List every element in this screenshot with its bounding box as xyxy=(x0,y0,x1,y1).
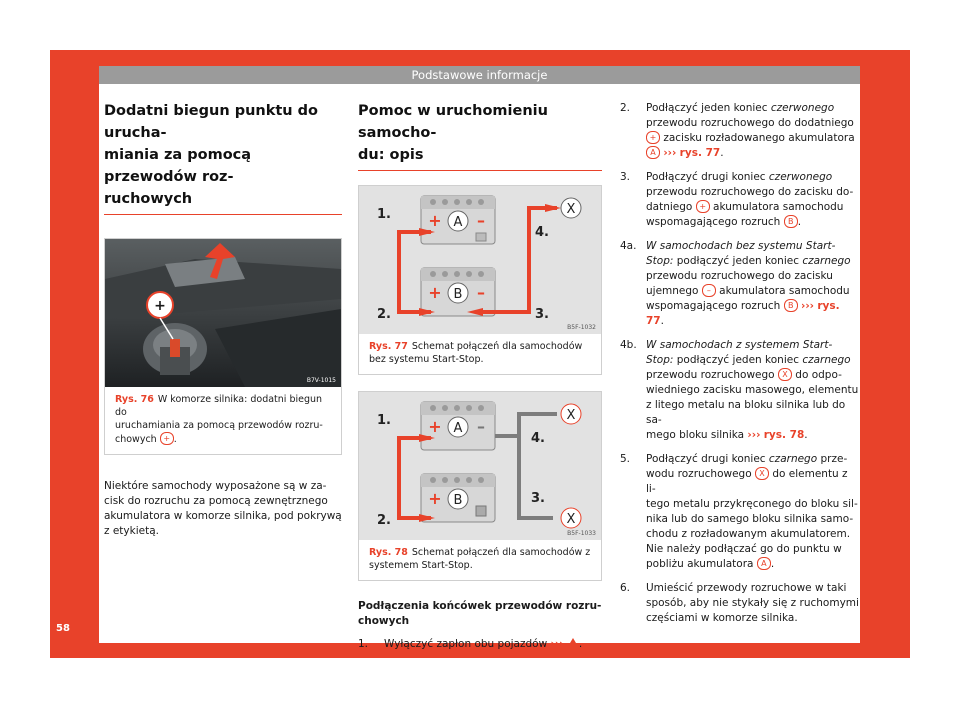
text: sposób, aby nie stykały się z ruchomymi xyxy=(646,597,859,609)
text: . xyxy=(797,216,802,228)
paragraph-line: cisk do rozruchu za pomocą zewnętrznego xyxy=(104,495,328,507)
step-text xyxy=(646,452,860,572)
text: . xyxy=(720,147,724,159)
step-label-1: 1. xyxy=(377,413,391,428)
text-italic: czarnego xyxy=(802,354,851,366)
text: mego bloku silnika xyxy=(646,429,748,441)
step-1 xyxy=(358,637,602,652)
step-text: Wyłączyć zapłon obu pojazdów ››› . xyxy=(384,638,583,650)
step-label-4: 4. xyxy=(535,225,549,240)
step-number: 2. xyxy=(620,102,631,114)
ref-arrows: ››› xyxy=(550,638,564,650)
ref-arrows: ››› xyxy=(801,300,815,312)
caption-line: Schemat połączeń dla samochodów xyxy=(411,341,583,352)
step-4a xyxy=(620,239,860,329)
figure-76 xyxy=(104,238,342,455)
text-italic: W samochodach bez systemu Start- xyxy=(646,240,836,252)
text: częściami w komorze silnika. xyxy=(646,612,798,624)
ground-x-label: X xyxy=(566,512,576,527)
ground-x-symbol: X xyxy=(755,467,769,480)
text: Podłączyć jeden koniec xyxy=(646,102,771,114)
heading-line: miania za pomocą przewodów roz- xyxy=(104,147,252,185)
figure-ref: Rys. 76 xyxy=(115,394,154,405)
battery-b-symbol: B xyxy=(784,215,798,228)
engine-photo xyxy=(105,239,341,387)
battery-a-label: A xyxy=(453,421,463,436)
text: przewodu rozruchowego xyxy=(646,369,778,381)
text: . xyxy=(660,315,664,327)
step-1-text: Wyłączyć zapłon obu pojazdów xyxy=(384,638,548,650)
text: Umieścić przewody rozruchowe w taki xyxy=(646,582,847,594)
battery-a-symbol: A xyxy=(646,146,660,159)
heading-line: Pomoc w uruchomieniu samocho- xyxy=(358,103,548,141)
text-italic: czerwonego xyxy=(770,102,835,114)
paragraph-line: akumulatora w komorze silnika, pod pokrywą xyxy=(104,510,342,522)
step-label-3: 3. xyxy=(535,307,549,322)
text: datniego xyxy=(646,201,696,213)
figure-link[interactable]: rys. 78 xyxy=(763,429,805,441)
caption-line: Schemat połączeń dla samochodów z xyxy=(411,547,591,558)
caption-line: W komorze silnika: dodatni biegun do xyxy=(115,394,323,418)
text: wspomagającego rozruch xyxy=(646,216,784,228)
text: wodu rozruchowego xyxy=(646,468,755,480)
text: podłączyć jeden koniec xyxy=(673,354,803,366)
ref-arrows: ››› xyxy=(663,147,677,159)
plus-symbol: + xyxy=(646,131,660,144)
caption-line: chowych xyxy=(115,434,157,445)
minus-symbol: – xyxy=(702,284,716,297)
wiring-diagram-77-svg xyxy=(359,186,601,334)
battery-b-symbol: B xyxy=(784,299,798,312)
step-2 xyxy=(620,101,860,161)
step-label-3: 3. xyxy=(531,491,545,506)
step-label-2: 2. xyxy=(377,307,391,322)
plus-label: + xyxy=(428,417,442,436)
figure-77-caption xyxy=(359,334,601,374)
battery-b-label: B xyxy=(453,493,463,508)
text: podłączyć jeden koniec xyxy=(673,255,803,267)
step-3 xyxy=(620,170,860,230)
wiring-diagram-78 xyxy=(359,392,601,540)
figure-78 xyxy=(358,391,602,581)
intro-paragraph xyxy=(104,479,342,539)
text: nika lub do samego bloku silnika samo- xyxy=(646,513,854,525)
step-number: 4a. xyxy=(620,240,637,252)
photo-plus-label: + xyxy=(154,298,166,314)
plus-label: + xyxy=(428,489,442,508)
column-right xyxy=(620,101,860,635)
page-number: 58 xyxy=(56,623,70,634)
column-left xyxy=(104,100,342,539)
column-middle xyxy=(358,100,602,661)
text: chodu z rozładowanym akumulatorem. xyxy=(646,528,851,540)
text: wspomagającego rozruch xyxy=(646,300,784,312)
step-text xyxy=(646,239,860,329)
subheading-line: chowych xyxy=(358,615,410,627)
text: przewodu rozruchowego do dodatniego xyxy=(646,117,854,129)
text: wiedniego zacisku masowego, elementu xyxy=(646,384,859,396)
text-italic: czerwonego xyxy=(768,171,833,183)
text-italic: czarnego xyxy=(768,453,818,465)
text: z litego metalu na bloku silnika lub do sa- xyxy=(646,399,846,426)
step-number: 1. xyxy=(358,638,369,650)
battery-b-label: B xyxy=(453,287,463,302)
ref-arrows: ››› xyxy=(747,429,761,441)
step-text xyxy=(646,170,860,230)
wiring-diagram-77 xyxy=(359,186,601,334)
text: Podłączyć drugi koniec xyxy=(646,171,769,183)
step-number: 6. xyxy=(620,582,631,594)
text: . xyxy=(804,429,808,441)
figure-id: B5F-1033 xyxy=(567,530,596,537)
figure-link[interactable]: rys. 77 xyxy=(679,147,721,159)
text: akumulatora samochodu xyxy=(709,201,844,213)
battery-a-symbol: A xyxy=(757,557,771,570)
caption-line: uruchamiania za pomocą przewodów rozru- xyxy=(115,420,323,431)
step-number: 5. xyxy=(620,453,631,465)
text: do odpo- xyxy=(791,369,842,381)
step-label-4: 4. xyxy=(531,431,545,446)
text: przewodu rozruchowego do zacisku xyxy=(646,270,833,282)
heading-rule xyxy=(358,170,602,171)
text: prze- xyxy=(817,453,848,465)
ground-x-symbol: X xyxy=(778,368,792,381)
engine-photo-illustration xyxy=(105,239,341,387)
minus-label: – xyxy=(477,417,485,436)
step-6 xyxy=(620,581,860,626)
text: pobliżu akumulatora xyxy=(646,558,757,570)
text: . xyxy=(770,558,775,570)
text: Podłączyć drugi koniec xyxy=(646,453,769,465)
text-italic: czarnego xyxy=(802,255,851,267)
step-number: 3. xyxy=(620,171,631,183)
figure-78-caption xyxy=(359,540,601,580)
minus-label: – xyxy=(477,283,485,302)
figure-id: B7V-1015 xyxy=(306,377,336,384)
text: tego metalu przykręconego do bloku sil- xyxy=(646,498,858,510)
figure-link[interactable]: rys. 77 xyxy=(646,300,840,327)
heading-jump-start xyxy=(358,100,602,166)
figure-id: B5F-1032 xyxy=(567,324,596,331)
heading-line: du: opis xyxy=(358,147,424,163)
text: ujemnego xyxy=(646,285,702,297)
subheading-line: Podłączenia końcówek przewodów rozru- xyxy=(358,600,602,612)
battery-a-label: A xyxy=(453,215,463,230)
figure-ref: Rys. 77 xyxy=(369,341,408,352)
step-text xyxy=(646,338,860,443)
figure-77 xyxy=(358,185,602,375)
heading-rule xyxy=(104,214,342,215)
step-5 xyxy=(620,452,860,572)
wiring-diagram-78-svg xyxy=(359,392,601,540)
heading-line: ruchowych xyxy=(104,191,193,207)
text-italic: W samochodach z systemem Start- xyxy=(646,339,833,351)
text: zacisku rozładowanego akumulatora xyxy=(660,132,855,144)
text: akumulatora samochodu xyxy=(715,285,850,297)
figure-ref: Rys. 78 xyxy=(369,547,408,558)
plus-label: + xyxy=(428,211,442,230)
step-label-1: 1. xyxy=(377,207,391,222)
plus-symbol: + xyxy=(160,432,174,445)
heading-positive-terminal xyxy=(104,100,342,210)
text-italic: Stop: xyxy=(646,354,674,366)
plus-label: + xyxy=(428,283,442,302)
subheading-connections xyxy=(358,599,602,629)
step-label-2: 2. xyxy=(377,513,391,528)
plus-symbol: + xyxy=(696,200,710,213)
ground-x-label: X xyxy=(566,202,576,217)
text-italic: Stop: xyxy=(646,255,674,267)
text: do elementu z li- xyxy=(646,468,848,495)
heading-line: Dodatni biegun punktu do urucha- xyxy=(104,103,319,141)
step-text xyxy=(646,101,860,161)
section-header: Podstawowe informacje xyxy=(99,66,860,84)
warning-icon[interactable] xyxy=(567,638,579,648)
paragraph-line: Niektóre samochody wyposażone są w za- xyxy=(104,480,327,492)
minus-label: – xyxy=(477,211,485,230)
caption-line: systemem Start-Stop. xyxy=(369,560,473,571)
figure-76-caption: Rys. 76 W komorze silnika: dodatni biegun do uruchamiania za pomocą przewodów rozru- chowych + . xyxy=(115,394,323,445)
ground-x-label: X xyxy=(566,408,576,423)
caption-line: bez systemu Start-Stop. xyxy=(369,354,484,365)
step-number: 4b. xyxy=(620,339,637,351)
step-4b xyxy=(620,338,860,443)
text: przewodu rozruchowego do zacisku do- xyxy=(646,186,854,198)
step-text xyxy=(646,581,860,626)
text: Nie należy podłączać go do punktu w xyxy=(646,543,842,555)
paragraph-line: z etykietą. xyxy=(104,525,159,537)
